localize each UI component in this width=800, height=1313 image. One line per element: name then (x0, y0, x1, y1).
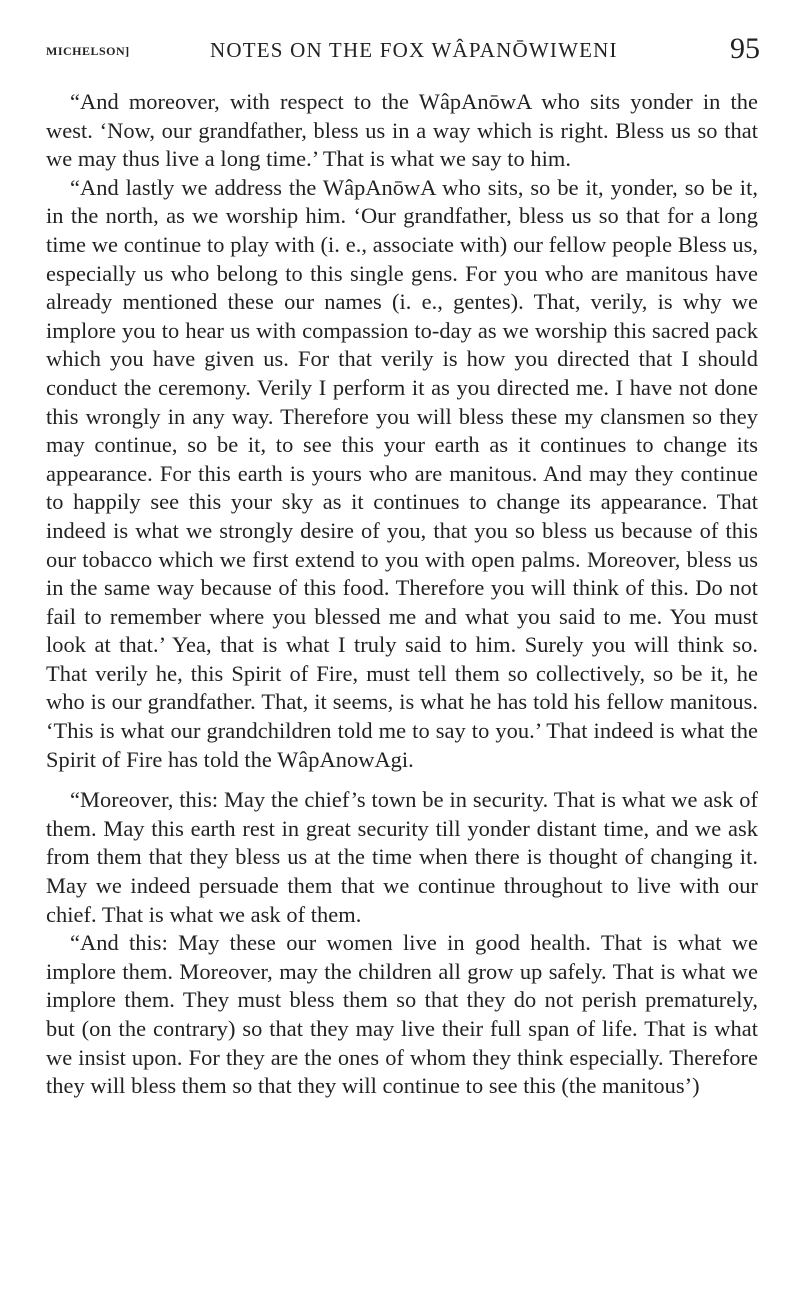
paragraph-women-children: “And this: May these our women live in good health. That is what we implore them. Moreover, may the children all grow up safely. That is what we implore them. They must bless them so that they do not perish prematurely, but (on the contrary) so that they may live their full span of life. That is what we insist upon. For they are the ones of whom they think especially. Therefore they will bless them so that they will continue to see this (the manitous’) (46, 930, 758, 1099)
page-number: 95 (730, 32, 760, 65)
paragraph-chiefs-town: “Moreover, this: May the chief’s town be in security. That is what we ask of them. May this earth rest in great security till yonder distant time, and we ask from them that they bless us at the time when there is thought of changing it. May we indeed persuade them that we continue throughout to live with our chief. That is what we ask of them. (46, 787, 758, 927)
body-text (46, 88, 758, 1101)
book-page (46, 30, 758, 1101)
running-head-title: NOTES ON THE FOX WÂPANŌWIWENI (210, 38, 618, 62)
page-header (46, 30, 758, 76)
paragraph-north: “And lastly we address the WâpAnōwA who sits, so be it, yonder, so be it, in the north, as we worship him. ‘Our grandfather, bless us so that for a long time we continue to play with (i. e., associate with) our fellow people Bless us, especially us who belong to this single gens. For you who are manitous have already mentioned these our names (i. e., gentes). That, verily, is why we implore you to hear us with compassion to-day as we worship this sacred pack which you have given us. For that verily is how you directed that I should conduct the ceremony. Verily I perform it as you directed me. I have not done this wrongly in any way. Therefore you will bless these my clansmen so they may continue, so be it, to see this your earth as it continues to change its appearance. For this earth is yours who are manitous. And may they continue to happily see this your sky as it continues to change its appearance. That indeed is what we strongly desire of you, that you so bless us because of this our tobacco which we first extend to you with open palms. Moreover, bless us in the same way because of this food. Therefore you will think of this. Do not fail to remember where you blessed me and what you said to me. You must look at that.’ Yea, that is what I truly said to him. Surely you will think so. That verily he, this Spirit of Fire, must tell them so collectively, so be it, he who is our grandfather. That, it seems, is what he has told his fellow manitous. ‘This is what our grandchildren told me to say to you.’ That indeed is what the Spirit of Fire has told the WâpAnowAgi. (46, 174, 758, 772)
running-head-author: MICHELSON] (46, 44, 130, 58)
paragraph-west: “And moreover, with respect to the WâpAnōwA who sits yonder in the west. ‘Now, our grandfather, bless us in a way which is right. Bless us so that we may thus live a long time.’ That is what we say to him. (46, 89, 758, 172)
